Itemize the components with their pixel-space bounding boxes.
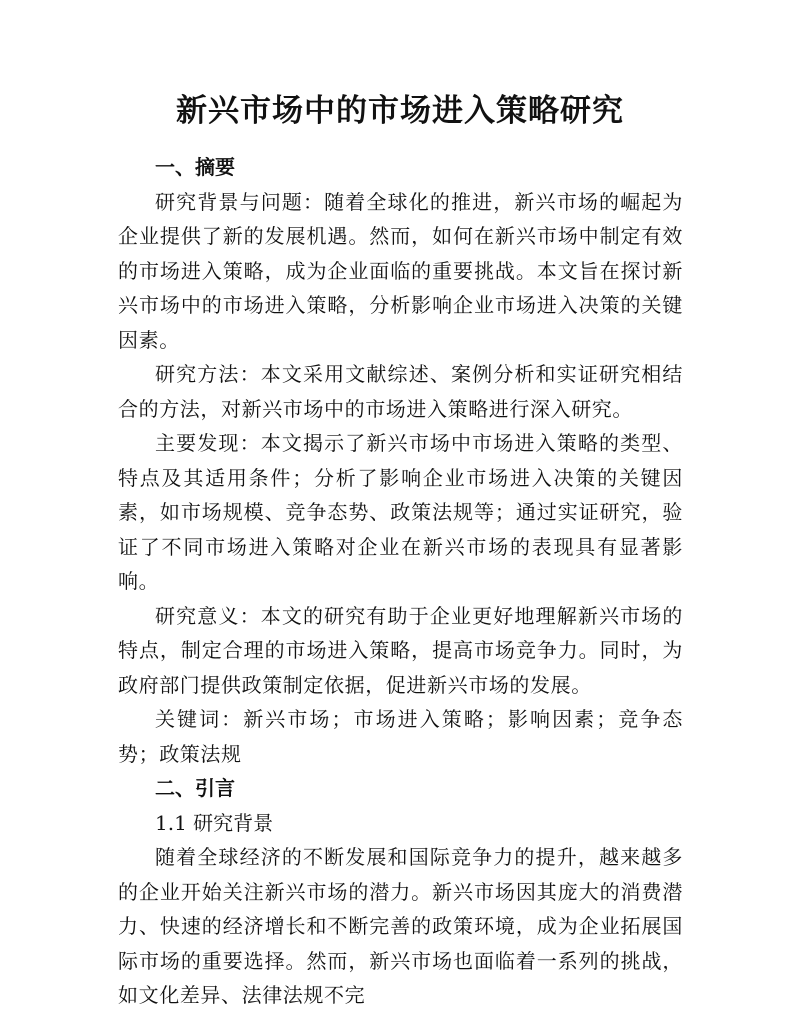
keywords-paragraph: 关键词：新兴市场；市场进入策略；影响因素；竞争态势；政策法规 [118, 707, 683, 766]
subsection-heading-background: 1.1 研究背景 [155, 810, 274, 835]
section-heading-introduction: 二、引言 [155, 776, 235, 800]
abstract-method-paragraph: 研究方法：本文采用文献综述、案例分析和实证研究相结合的方法，对新兴市场中的市场进入策略进行深入研究。 [118, 362, 683, 421]
intro-background-paragraph: 随着全球经济的不断发展和国际竞争力的提升，越来越多的企业开始关注新兴市场的潜力。新兴市场因其庞大的消费潜力、快速的经济增长和不断完善的政策环境，成为企业拓展国际市场的重要选择。然而，新兴市场也面临着一系列的挑战，如文化差异、法律法规不完 [118, 845, 683, 1007]
section-heading-abstract: 一、摘要 [155, 155, 235, 179]
abstract-significance-paragraph: 研究意义：本文的研究有助于企业更好地理解新兴市场的特点，制定合理的市场进入策略，提高市场竞争力。同时，为政府部门提供政策制定依据，促进新兴市场的发展。 [118, 603, 683, 697]
document-title: 新兴市场中的市场进入策略研究 [176, 93, 624, 129]
abstract-background-paragraph: 研究背景与问题：随着全球化的推进，新兴市场的崛起为企业提供了新的发展机遇。然而，如何在新兴市场中制定有效的市场进入策略，成为企业面临的重要挑战。本文旨在探讨新兴市场中的市场进入策略，分析影响企业市场进入决策的关键因素。 [118, 189, 683, 352]
abstract-findings-paragraph: 主要发现：本文揭示了新兴市场中市场进入策略的类型、特点及其适用条件；分析了影响企业市场进入决策的关键因素，如市场规模、竞争态势、政策法规等；通过实证研究，验证了不同市场进入策略对企业在新兴市场的表现具有显著影响。 [118, 431, 683, 593]
document-body [118, 150, 683, 1013]
